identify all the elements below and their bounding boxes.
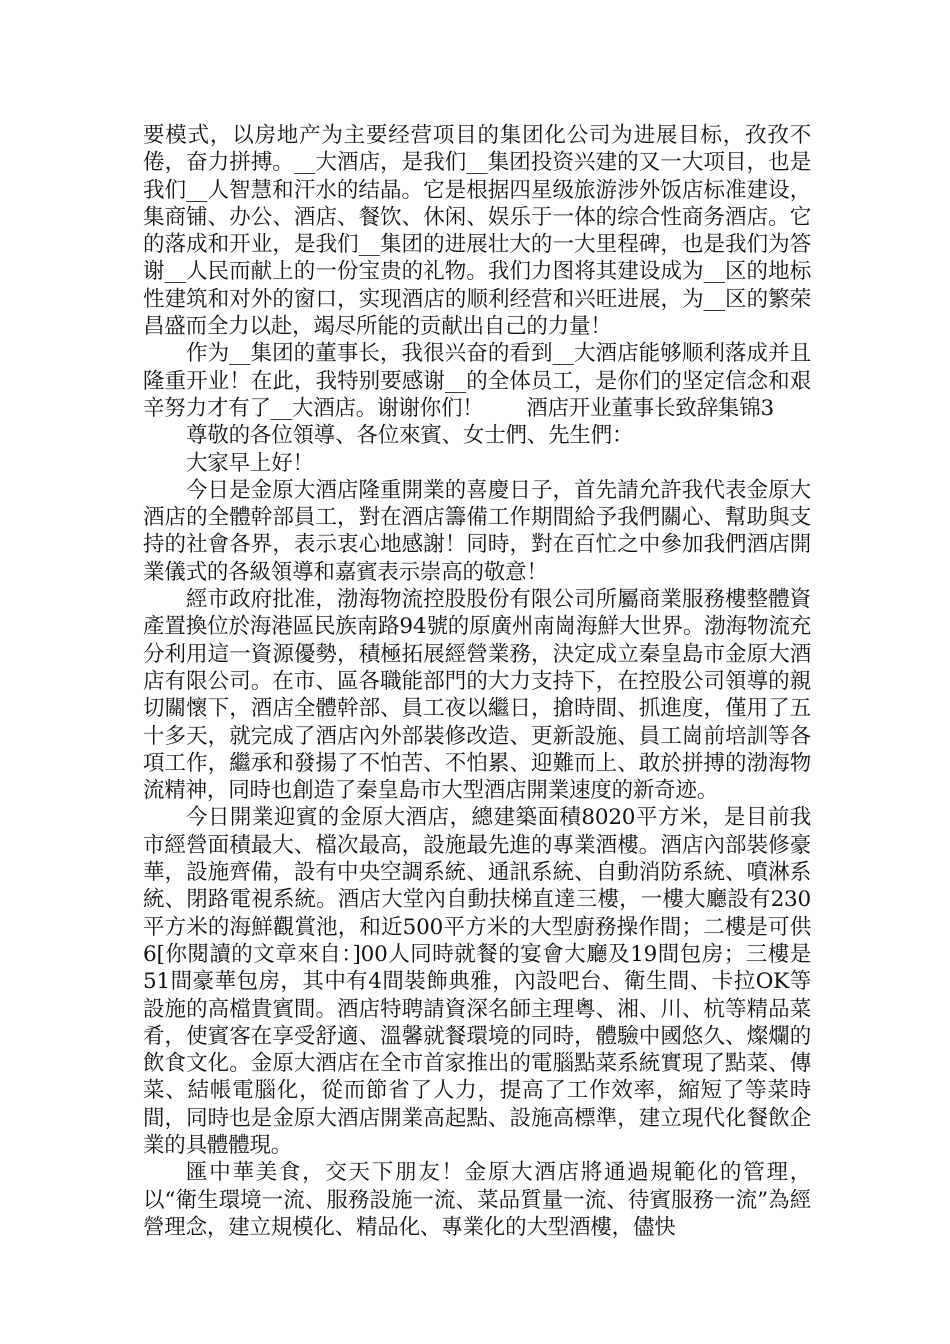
document-body: [143, 122, 811, 1241]
paragraph-8: 匯中華美食，交天下朋友！金原大酒店將通過規範化的管理，以“衛生環境一流、服務設施一流、菜品質量一流、待賓服務一流”為經營理念，建立規模化、精品化、專業化的大型酒樓，儘快: [143, 1160, 811, 1240]
paragraph-3: 尊敬的各位領導、各位來賓、女士們、先生們：: [186, 423, 634, 449]
paragraph-5: 今日是金原大酒店隆重開業的喜慶日子，首先請允許我代表金原大酒店的全體幹部員工，對在酒店籌備工作期間給予我們關心、幫助與支持的社會各界，表示衷心地感謝！同時，對在百忙之中參加我們酒店開業儀式的各級領導和嘉賓表示崇高的敬意！: [143, 477, 811, 585]
paragraph-4: 大家早上好！: [186, 450, 314, 476]
paragraph-1: 要模式，以房地产为主要经营项目的集团化公司为进展目标，孜孜不倦，奋力拼搏。__大酒店，是我们__集团投资兴建的又一大项目，也是我们__人智慧和汗水的结晶。它是根据四星级旅游涉外饭店标准建设，集商铺、办公、酒店、餐饮、休闲、娱乐于一体的综合性商务酒店。它的落成和开业，是我们__集团的进展壮大的一大里程碑，也是我们为答谢__人民而献上的一份宝贵的礼物。我们力图将其建设成为__区的地标性建筑和对外的窗口，实现酒店的顺利经营和兴旺进展，为__区的繁荣昌盛而全力以赴，竭尽所能的贡献出自己的力量！: [143, 123, 811, 340]
paragraph-7: 今日開業迎賓的金原大酒店，總建築面積8020平方米，是目前我市經營面積最大、檔次最高，設施最先進的專業酒樓。酒店內部裝修豪華，設施齊備，設有中央空調系統、通訊系統、自動消防系統、噴淋系統、閉路電視系統。酒店大堂內自動扶梯直達三樓，一樓大廳設有230平方米的海鮮觀賞池，和近500平方米的大型廚務操作間；二樓是可供6[你閱讀的文章來自：]00人同時就餐的宴會大廳及19間包房；三樓是51間豪華包房，其中有4間裝飾典雅，內設吧台、衛生間、卡拉OK等設施的高檔貴賓間。酒店特聘請資深名師主理粵、湘、川、杭等精品菜肴，使賓客在享受舒適、溫馨就餐環境的同時，體驗中國悠久、燦爛的飲食文化。金原大酒店在全市首家推出的電腦點菜系統實現了點菜、傳菜、結帳電腦化，從而節省了人力，提高了工作效率，縮短了等菜時間，同時也是金原大酒店開業高起點、設施高標準，建立現代化餐飲企業的具體體現。: [143, 805, 811, 1158]
paragraph-6: 經市政府批准，渤海物流控股股份有限公司所屬商業服務樓整體資產置換位於海港區民族南路94號的原廣州南崗海鮮大世界。渤海物流充分利用這一資源優勢，積極拓展經營業務，決定成立秦皇島市金原大酒店有限公司。在市、區各職能部門的大力支持下，在控股公司領導的親切關懷下，酒店全體幹部、員工夜以繼日，搶時間、抓進度，僅用了五十多天，就完成了酒店內外部裝修改造、更新設施、員工崗前培訓等各項工作，繼承和發揚了不怕苦、不怕累、迎難而上、敢於拼搏的渤海物流精神，同時也創造了秦皇島市大型酒店開業速度的新奇迹。: [143, 587, 811, 804]
paragraph-2: 作为__集团的董事长，我很兴奋的看到__大酒店能够顺利落成并且隆重开业！在此，我特别要感谢__的全体员工，是你们的坚定信念和艰辛努力才有了__大酒店。谢谢你们！ 酒店开业董事长致辞集锦3: [143, 341, 811, 421]
